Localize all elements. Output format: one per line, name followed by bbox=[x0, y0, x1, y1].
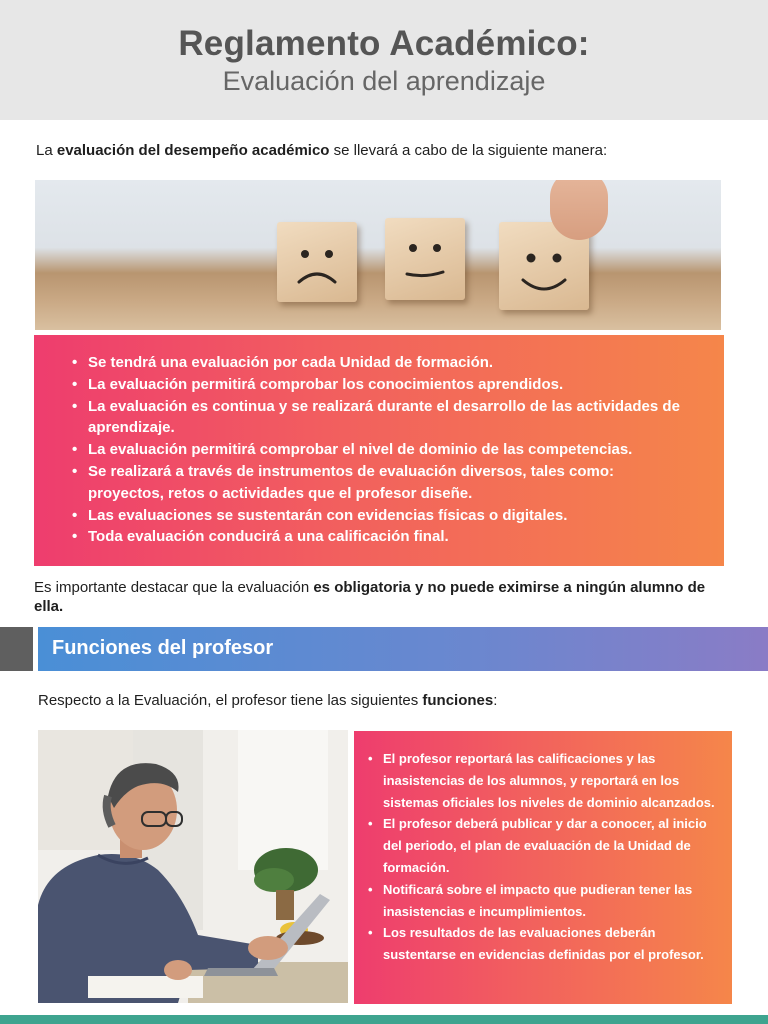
evaluation-points-list bbox=[72, 352, 692, 548]
neutral-face-icon bbox=[385, 218, 465, 300]
emotion-cubes-photo bbox=[35, 180, 721, 330]
section-header bbox=[0, 627, 768, 671]
neutral-face-cube bbox=[385, 218, 465, 300]
intro-paragraph bbox=[36, 142, 736, 159]
section-bar bbox=[38, 627, 768, 671]
functions-intro-prefix: Respecto a la Evaluación, el profesor tiene las siguientes bbox=[38, 692, 423, 709]
section-title: Funciones del profesor bbox=[52, 637, 274, 659]
important-bold: es obligatoria y no puede eximirse a ningún alumno de ella. bbox=[34, 579, 706, 615]
intro-prefix: La bbox=[36, 142, 57, 159]
sad-face-icon bbox=[277, 222, 357, 302]
professor-functions-list bbox=[368, 748, 718, 966]
important-prefix: Es importante destacar que la evaluación bbox=[34, 579, 314, 596]
intro-bold: evaluación del desempeño académico bbox=[56, 142, 330, 159]
list-item: • La evaluación es continua y se realizará durante el desarrollo de las actividades de aprendizaje. bbox=[72, 396, 692, 440]
page-header bbox=[0, 0, 768, 120]
important-note bbox=[34, 578, 714, 616]
list-item: • Las evaluaciones se sustentarán con evidencias físicas o digitales. bbox=[72, 505, 692, 527]
list-item: • El profesor deberá publicar y dar a conocer, al inicio del periodo, el plan de evaluación de la Unidad de formación. bbox=[368, 813, 718, 878]
page-title: Reglamento Académico: bbox=[178, 24, 590, 63]
fingertip bbox=[550, 180, 608, 240]
list-item: • Los resultados de las evaluaciones deberán sustentarse en evidencias definidas por el profesor. bbox=[368, 922, 718, 966]
list-item: • El profesor reportará las calificaciones y las inasistencias de los alumnos, y reportará en los sistemas oficiales los niveles de dominio alcanzados. bbox=[368, 748, 718, 813]
evaluation-points-box bbox=[34, 335, 724, 566]
list-item: • La evaluación permitirá comprobar el nivel de dominio de las competencias. bbox=[72, 439, 692, 461]
list-item: • Notificará sobre el impacto que pudieran tener las inasistencias e incumplimientos. bbox=[368, 879, 718, 923]
functions-intro-bold: funciones bbox=[422, 692, 494, 709]
functions-intro bbox=[38, 692, 497, 709]
sad-face-cube bbox=[277, 222, 357, 302]
list-item: • Se tendrá una evaluación por cada Unidad de formación. bbox=[72, 352, 692, 374]
list-item: • Toda evaluación conducirá a una calificación final. bbox=[72, 526, 692, 548]
footer-accent-line bbox=[0, 1015, 768, 1024]
section-marker bbox=[0, 627, 33, 671]
professor-photo bbox=[38, 730, 348, 1003]
functions-intro-suffix: : bbox=[493, 692, 498, 709]
professor-illustration bbox=[38, 730, 348, 1003]
list-item: • La evaluación permitirá comprobar los conocimientos aprendidos. bbox=[72, 374, 692, 396]
page-subtitle: Evaluación del aprendizaje bbox=[222, 66, 546, 96]
list-item: • Se realizará a través de instrumentos de evaluación diversos, tales como: proyectos, retos o actividades que el profesor diseñe. bbox=[72, 461, 692, 505]
professor-functions-box bbox=[354, 731, 732, 1004]
intro-suffix: se llevará a cabo de la siguiente manera: bbox=[329, 142, 608, 159]
